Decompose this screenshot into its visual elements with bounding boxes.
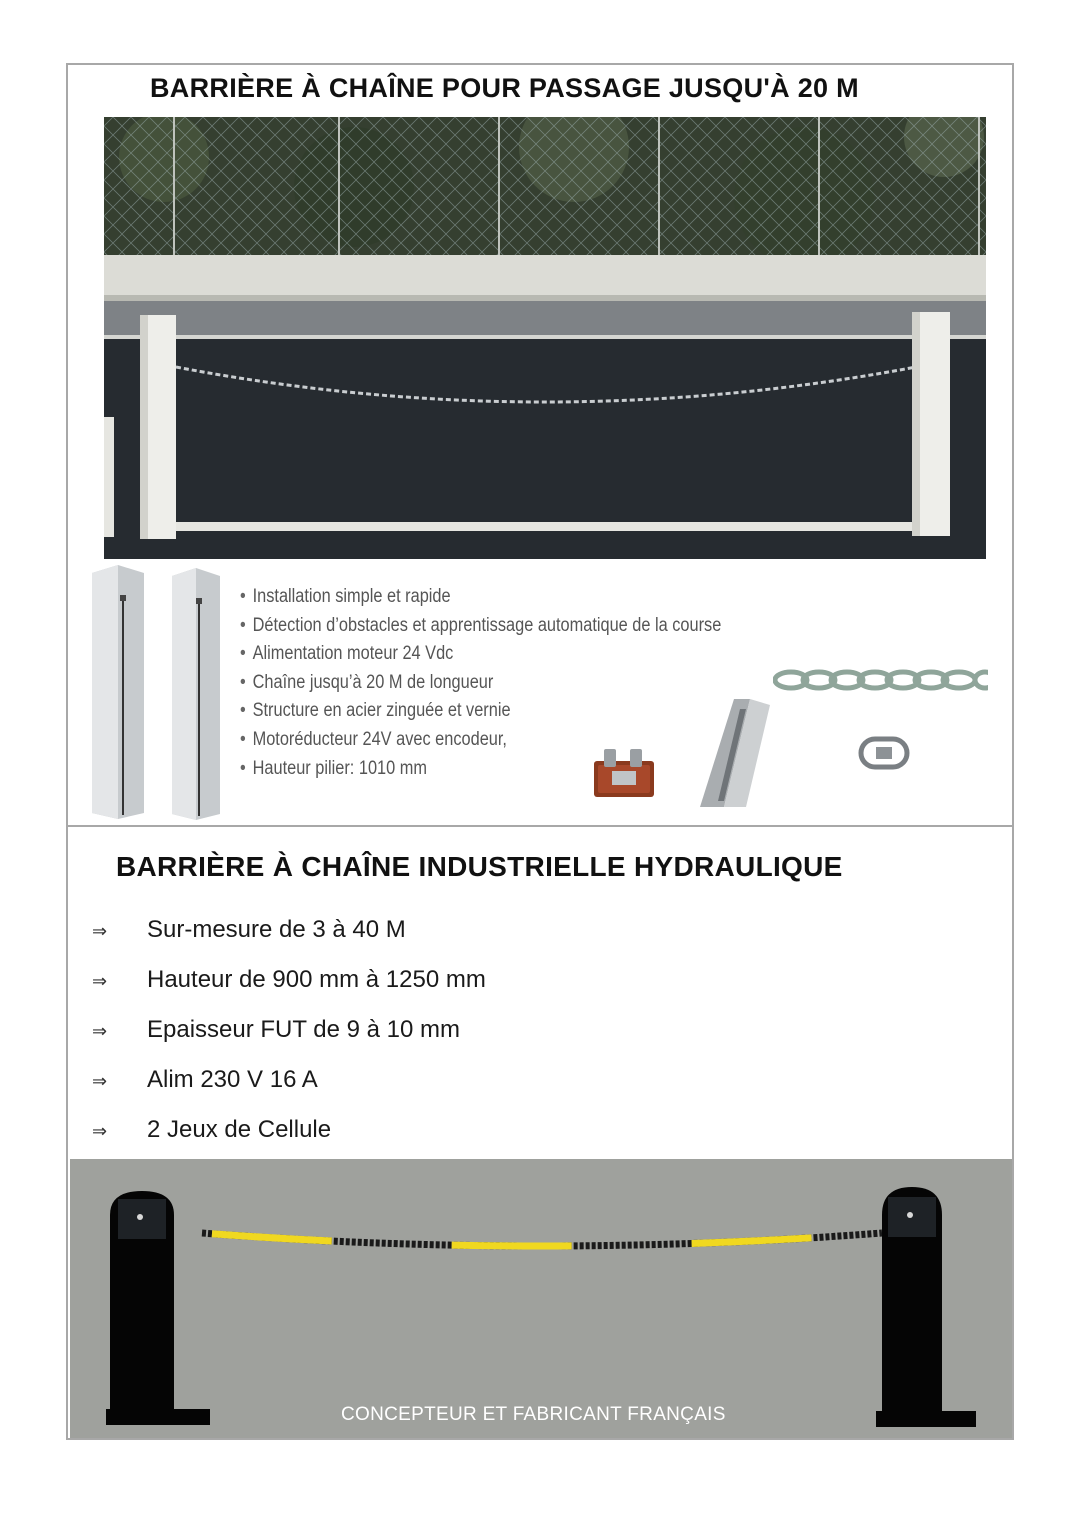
section-divider (68, 825, 1012, 827)
spec-item (92, 1016, 460, 1044)
feature-item: • Structure en acier zinguée et vernie (240, 697, 721, 726)
arrow-bullet-icon: ⇒ (92, 1121, 108, 1141)
arrow-bullet-icon: ⇒ (92, 971, 108, 991)
feature-item: • Chaîne jusqu’à 20 M de longueur (240, 669, 721, 698)
spec-item (92, 1116, 331, 1144)
spec-item (92, 966, 486, 994)
spec-text: Epaisseur FUT de 9 à 10 mm (147, 1016, 461, 1043)
hydraulic-barrier-illustration (70, 1159, 1012, 1440)
feature-item: • Hauteur pilier: 1010 mm (240, 755, 721, 784)
spec-item (92, 1066, 318, 1094)
spec-item (92, 916, 406, 944)
footer-tagline: CONCEPTEUR ET FABRICANT FRANÇAIS (341, 1404, 726, 1425)
spec-text: Alim 230 V 16 A (147, 1066, 318, 1093)
arrow-bullet-icon: ⇒ (92, 1071, 108, 1091)
arrow-bullet-icon: ⇒ (92, 1021, 108, 1041)
feature-item: • Alimentation moteur 24 Vdc (240, 640, 721, 669)
feature-item: • Motoréducteur 24V avec encodeur, (240, 726, 721, 755)
section1-title: BARRIÈRE À CHAÎNE POUR PASSAGE JUSQU'À 20 M (150, 73, 859, 103)
hydraulic-barrier-drawing (70, 1159, 1012, 1440)
motor-block-image (592, 747, 656, 799)
document-frame (66, 63, 1014, 1440)
spec-text: Sur-mesure de 3 à 40 M (147, 916, 406, 943)
arrow-bullet-icon: ⇒ (92, 921, 108, 941)
feature-item: • Détection d’obstacles et apprentissage automatique de la course (240, 612, 721, 641)
steel-chain-image (773, 665, 988, 695)
quick-link-image (858, 735, 910, 771)
spec-text: Hauteur de 900 mm à 1250 mm (147, 966, 486, 993)
chain-barrier-site-photo (104, 117, 986, 559)
steel-pillar-right (168, 568, 224, 820)
feature-item: • Installation simple et rapide (240, 583, 721, 612)
guide-rail-image (694, 697, 776, 809)
spec-text: 2 Jeux de Cellule (147, 1116, 332, 1143)
steel-pillar-left (88, 565, 148, 820)
section2-title: BARRIÈRE À CHAÎNE INDUSTRIELLE HYDRAULIQUE (116, 851, 843, 882)
